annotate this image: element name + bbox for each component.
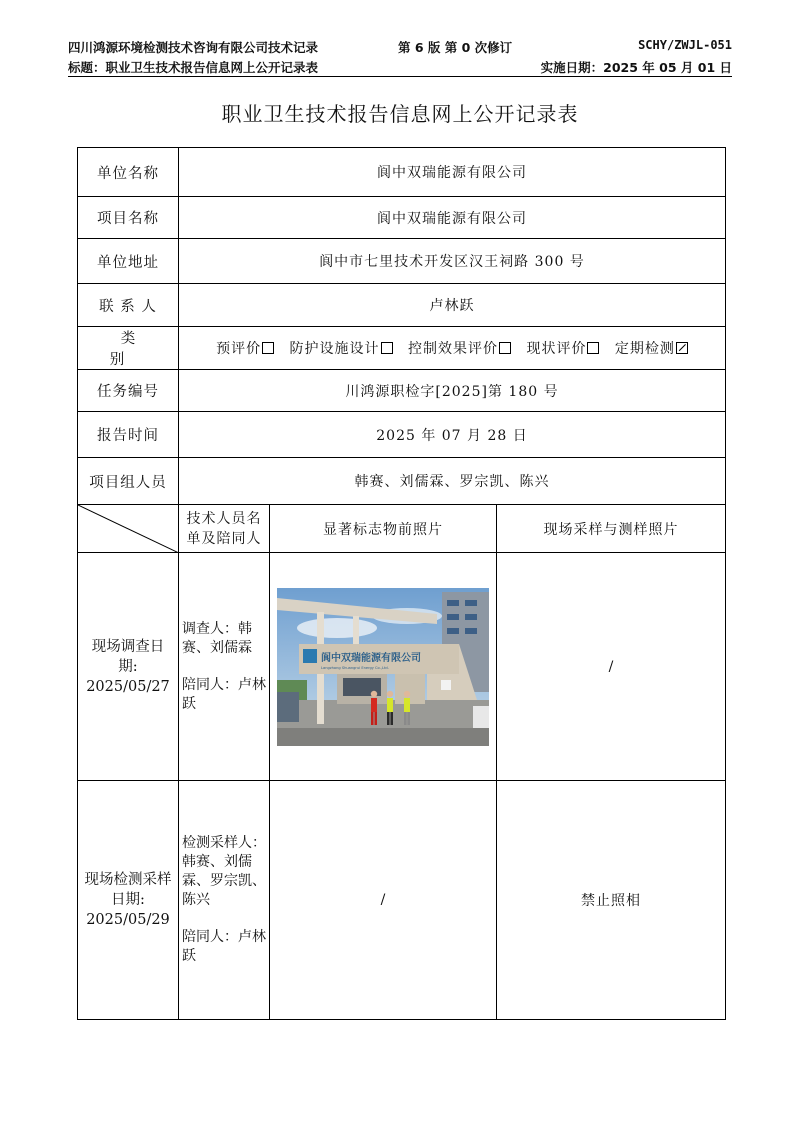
sign-english-text: Langzhong Shuangrui Energy Co.,Ltd. — [321, 665, 389, 670]
team-value: 韩赛、刘儒霖、罗宗凯、陈兴 — [179, 458, 726, 505]
row-category — [78, 327, 726, 370]
diagonal-header-cell — [78, 505, 179, 553]
option-periodic-detection: 定期检测 — [615, 341, 688, 357]
contact-value: 卢林跃 — [179, 284, 726, 327]
detection-date-label: 现场检测采样日期: — [84, 872, 172, 908]
contact-label: 联 系 人 — [78, 284, 179, 327]
detection-companion-text: 陪同人：卢林跃 — [182, 929, 266, 964]
option-control-effect: 控制效果评价 — [408, 341, 521, 357]
survey-staff-cell — [179, 553, 270, 781]
document-subject: 标题：职业卫生技术报告信息网上公开记录表 — [68, 60, 319, 75]
version-info: 第 6 版 第 0 次修订 — [398, 40, 513, 55]
row-report-time — [78, 412, 726, 458]
survey-sampling-cell: / — [497, 553, 726, 781]
checkbox-icon — [381, 342, 393, 354]
detection-date-cell — [78, 781, 179, 1020]
option-status-evaluation: 现状评价 — [526, 341, 609, 357]
unit-name-value: 阆中双瑞能源有限公司 — [179, 148, 726, 197]
staff-column-header: 技术人员名单及陪同人 — [179, 505, 270, 553]
page-title: 职业卫生技术报告信息网上公开记录表 — [221, 102, 579, 126]
row-unit-name — [78, 148, 726, 197]
checked-checkbox-icon — [676, 342, 688, 354]
sampling-column-header: 现场采样与测样照片 — [497, 505, 726, 553]
row-unit-address — [78, 239, 726, 284]
landmark-column-header: 显著标志物前照片 — [270, 505, 497, 553]
record-table — [77, 147, 726, 1020]
row-task-no — [78, 370, 726, 412]
document-code: SCHY/ZWJL-051 — [638, 38, 732, 52]
checkbox-icon — [499, 342, 511, 354]
company-record-title: 四川鸿源环境检测技术咨询有限公司技术记录 — [68, 40, 319, 55]
detection-date-value: 2025/05/29 — [86, 912, 170, 928]
task-no-label: 任务编号 — [78, 370, 179, 412]
investigator-text: 调查人：韩赛、刘儒霖 — [182, 620, 252, 656]
detection-row — [78, 781, 726, 1020]
project-name-value: 阆中双瑞能源有限公司 — [179, 197, 726, 239]
diagonal-line — [78, 505, 179, 553]
task-no-value: 川鸿源职检字[2025]第 180 号 — [179, 370, 726, 412]
team-label: 项目组人员 — [78, 458, 179, 505]
row-team — [78, 458, 726, 505]
photo-header-row — [78, 505, 726, 553]
detection-sampling-cell: 禁止照相 — [497, 781, 726, 1020]
header-divider — [68, 76, 732, 77]
detection-staff-cell — [179, 781, 270, 1020]
document-header-line2 — [68, 58, 732, 76]
category-label: 类 别 — [78, 327, 179, 370]
category-options — [179, 327, 726, 370]
checkbox-icon — [262, 342, 274, 354]
document-header-line1 — [68, 38, 732, 56]
option-pre-evaluation: 预评价 — [216, 341, 284, 357]
sign-chinese-text: 阆中双瑞能源有限公司 — [321, 652, 421, 664]
survey-companion-text: 陪同人：卢林跃 — [182, 676, 266, 712]
row-contact — [78, 284, 726, 327]
unit-name-label: 单位名称 — [78, 148, 179, 197]
effective-date: 实施日期：2025 年 05 月 01 日 — [540, 60, 732, 75]
survey-row — [78, 553, 726, 781]
checkbox-icon — [587, 342, 599, 354]
report-time-value: 2025 年 07 月 28 日 — [179, 412, 726, 458]
survey-date-value: 2025/05/27 — [86, 678, 170, 695]
row-project-name — [78, 197, 726, 239]
unit-address-label: 单位地址 — [78, 239, 179, 284]
survey-landmark-cell — [270, 553, 497, 781]
survey-date-cell — [78, 553, 179, 781]
survey-date-label: 现场调查日期: — [91, 638, 165, 675]
project-name-label: 项目名称 — [78, 197, 179, 239]
landmark-photo — [277, 588, 489, 746]
report-time-label: 报告时间 — [78, 412, 179, 458]
option-protection-design: 防护设施设计 — [290, 341, 403, 357]
unit-address-value: 阆中市七里技术开发区汉王祠路 300 号 — [179, 239, 726, 284]
landmark-photo-illustration — [277, 588, 489, 746]
detection-landmark-cell: / — [270, 781, 497, 1020]
sampler-text: 检测采样人：韩赛、刘儒霖、罗宗凯、陈兴 — [182, 835, 266, 908]
